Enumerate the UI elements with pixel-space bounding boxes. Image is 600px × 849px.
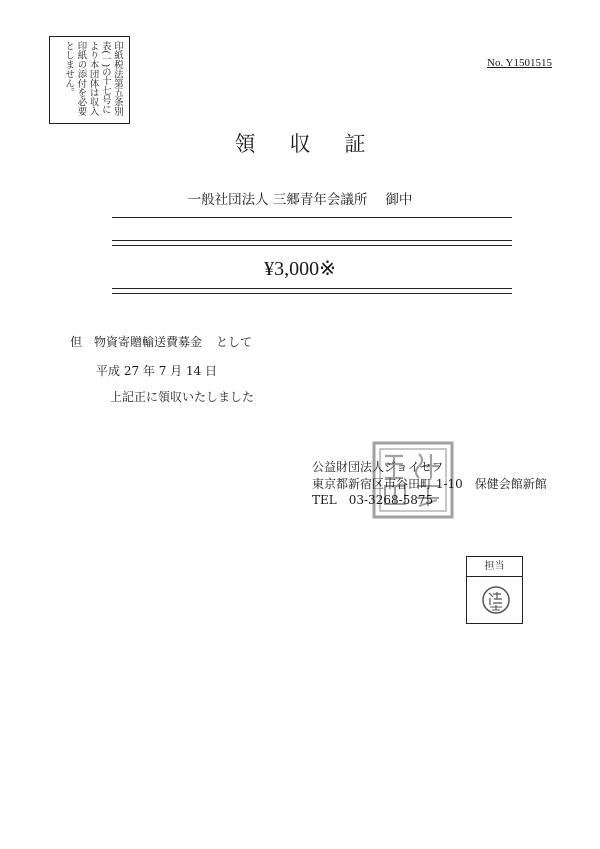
issuer-name: 公益財団法人ジョイセフ (312, 460, 444, 474)
stamp-tax-notice-text: 印紙税法第五条別 表(一)の十七号に より本団体は収入 印紙の添付を必要 としません。 (63, 41, 123, 117)
addressee (0, 188, 600, 208)
person-in-charge-box (466, 556, 523, 624)
addressee-honorific: 御中 (385, 192, 413, 208)
addressee-name: 一般社団法人 三郷青年会議所 (187, 192, 368, 208)
addressee-underline (112, 217, 512, 218)
issuer-block (312, 459, 547, 509)
stamp-tax-notice-box (49, 36, 130, 124)
purpose-item: 物資寄贈輸送費募金 (94, 335, 203, 349)
amount-top-rule-inner (112, 245, 512, 246)
acknowledgement-text: 上記正に領収いたしました (110, 390, 255, 404)
issuer-tel: TEL 03-3268-5875 (312, 493, 434, 507)
issuer-address: 東京都新宿区市谷田町 1-10 保健会館新館 (312, 476, 547, 491)
amount-bottom-rule-inner (112, 293, 512, 294)
personal-seal-icon (481, 585, 511, 615)
purpose-label: 但 (70, 335, 83, 349)
amount-bottom-rule (112, 288, 512, 289)
purpose-suffix: として (216, 335, 253, 349)
receipt-number: No. Y1501515 (487, 57, 552, 69)
purpose-line (70, 333, 252, 350)
amount: ¥3,000※ (264, 258, 336, 280)
receipt-title: 領収証 (234, 132, 400, 156)
person-in-charge-label: 担当 (467, 557, 522, 577)
receipt-date: 平成 27 年 7 月 14 日 (96, 364, 218, 378)
amount-top-rule (112, 240, 512, 241)
